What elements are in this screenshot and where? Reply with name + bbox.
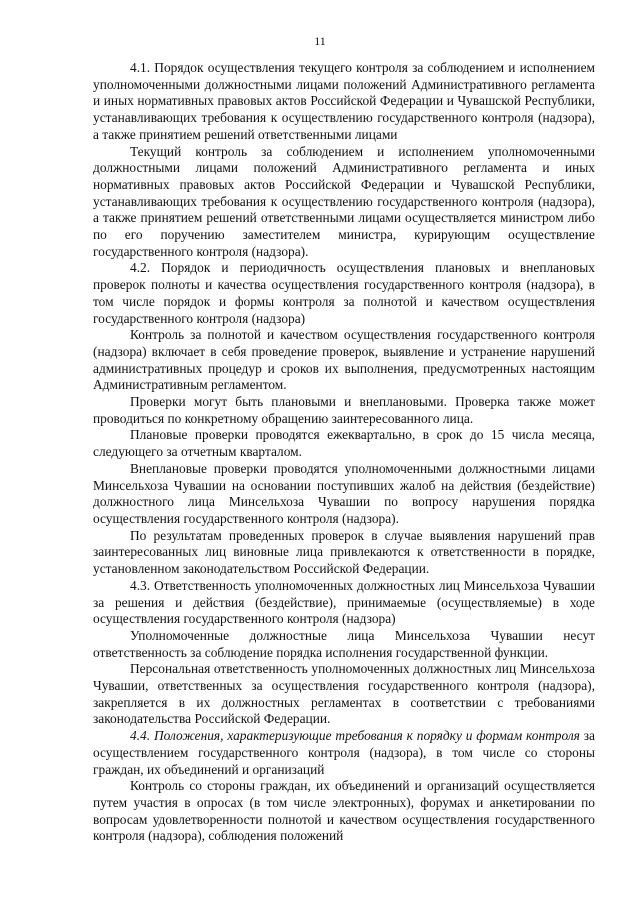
section-heading-4-4-italic: 4.4. Положения, характеризующие требования к порядку и формам контроля <box>130 728 580 744</box>
section-heading-4-3: 4.3. Ответственность уполномоченных должностных лиц Минсельхоза Чувашии за решения и действия (бездействие), принимаемые (осуществляемые) в ходе осуществления государственного контроля (надзора) <box>93 577 595 627</box>
document-body <box>93 60 595 845</box>
section-heading-4-1: 4.1. Порядок осуществления текущего контроля за соблюдением и исполнением уполномоченными должностными лицами положений Административного регламента и иных нормативных правовых актов Российской Федерации и Чувашской Республики, устанавливающих требования к осуществлению государственного контроля (надзора), а также принятием решений ответственными лицами <box>93 60 595 142</box>
paragraph: Уполномоченные должностные лица Минсельхоза Чувашии несут ответственность за соблюдение порядка исполнения государственной функции. <box>93 627 595 660</box>
paragraph: Проверки могут быть плановыми и внеплановыми. Проверка также может проводиться по конкретному обращению заинтересованного лица. <box>93 394 595 426</box>
section-heading-4-4 <box>93 728 595 778</box>
section-heading-4-2: 4.2. Порядок и периодичность осуществления плановых и внеплановых проверок полноты и качества осуществления государственного контроля (надзора), в том числе порядок и формы контроля за полнотой и качеством осуществления государственного контроля (надзора) <box>93 260 595 326</box>
paragraph: Контроль со стороны граждан, их объединений и организаций осуществляется путем участия в опросах (в том числе электронных), форумах и анкетировании по вопросам удовлетворенности полнотой и качеством осуществления государственного контроля (надзора), соблюдения положений <box>93 778 595 844</box>
page-number: 11 <box>314 34 326 48</box>
section-heading-4-4-rest: за осуществлением государственного контроля (надзора), в том числе со стороны граждан, их объединений и организаций <box>93 728 595 777</box>
paragraph: Контроль за полнотой и качеством осуществления государственного контроля (надзора) включает в себя проведение проверок, выявление и устранение нарушений административных процедур и сроков их выполнения, предусмотренных настоящим Административным регламентом. <box>93 327 595 393</box>
paragraph: По результатам проведенных проверок в случае выявления нарушений прав заинтересованных лиц виновные лица привлекаются к ответственности в порядке, установленном законодательством Российской Федерации. <box>93 527 595 577</box>
paragraph: Внеплановые проверки проводятся уполномоченными должностными лицами Минсельхоза Чувашии на основании поступивших жалоб на действия (бездействие) должностного лица Минсельхоза Чувашии по вопросу нарушения порядка осуществления государственного контроля (надзора). <box>93 460 595 526</box>
paragraph: Плановые проверки проводятся ежеквартально, в срок до 15 числа месяца, следующего за отчетным кварталом. <box>93 427 595 460</box>
paragraph: Текущий контроль за соблюдением и исполнением уполномоченными должностными лицами положений Административного регламента и иных нормативных правовых актов Российской Федерации и Чувашской Республики, устанавливающих требования к осуществлению государственного контроля (надзора), а также принятием решений ответственными лицами осуществляется министром либо по его поручению заместителем министра, курирующим осуществление государственного контроля (надзора). <box>93 143 595 259</box>
paragraph: Персональная ответственность уполномоченных должностных лиц Минсельхоза Чувашии, ответственных за осуществления государственного контроля (надзора), закрепляется в их должностных регламентах в соответствии с требованиями законодательства Российской Федерации. <box>93 661 595 727</box>
